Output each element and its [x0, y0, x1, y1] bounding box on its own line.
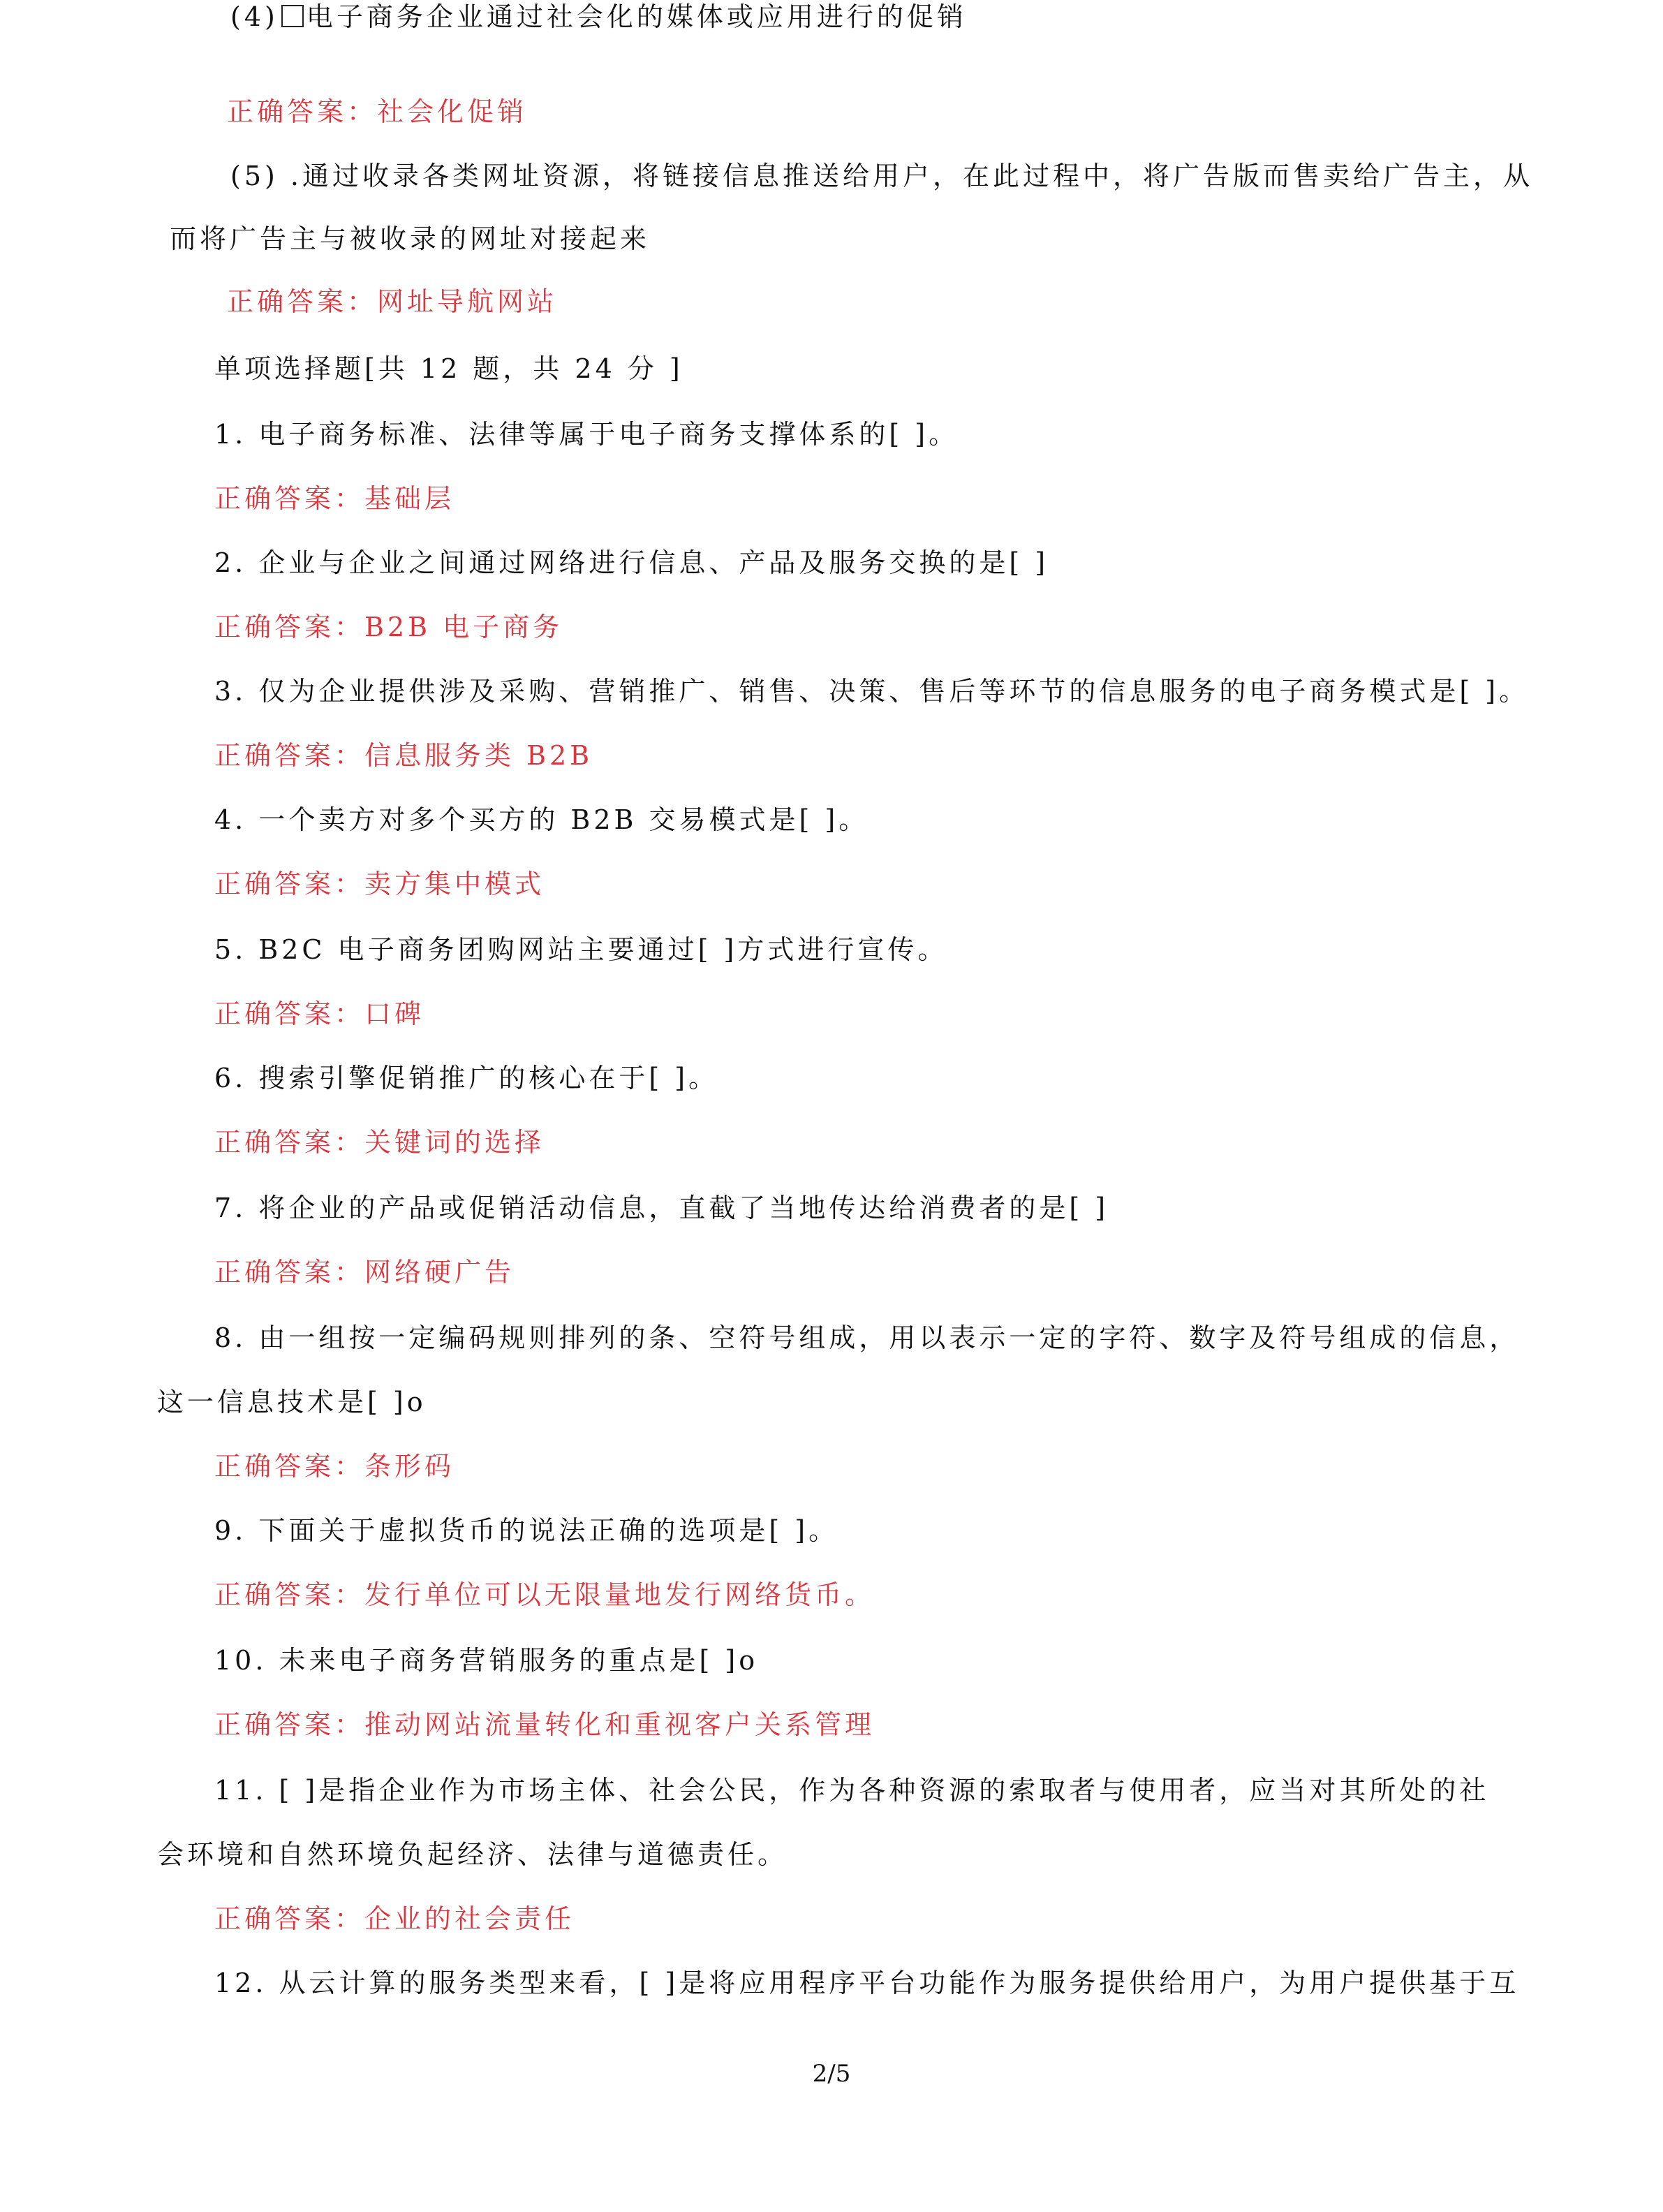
item-5-answer: 正确答案：口碑: [214, 998, 425, 1029]
question-5-line-1: (5) .通过收录各类网址资源，将链接信息推送给用户，在此过程中，将广告版而售卖给广告主，从: [230, 161, 1533, 191]
checkbox-icon: [281, 5, 304, 27]
answer-4: 正确答案：社会化促销: [227, 96, 528, 127]
item-10-question: 10. 未来电子商务营销服务的重点是[ ]o: [214, 1645, 759, 1676]
item-8-question: 8. 由一组按一定编码规则排列的条、空符号组成，用以表示一定的字符、数字及符号组成的信息，: [214, 1322, 1520, 1353]
item-10-answer: 正确答案：推动网站流量转化和重视客户关系管理: [214, 1709, 875, 1740]
item-12-question: 12. 从云计算的服务类型来看，[ ]是将应用程序平台功能作为服务提供给用户，为用户提供基于互: [214, 1968, 1520, 1998]
item-2-answer: 正确答案：B2B 电子商务: [214, 612, 563, 642]
item-3-question: 3. 仅为企业提供涉及采购、营销推广、销售、决策、售后等环节的信息服务的电子商务模式是[ ]。: [214, 676, 1530, 707]
section-title: 单项选择题[共 12 题，共 24 分 ]: [214, 353, 683, 384]
item-7-question: 7. 将企业的产品或促销活动信息，直截了当地传达给消费者的是[ ]: [214, 1193, 1109, 1223]
question-4-number: (4): [230, 1, 279, 32]
item-2-question: 2. 企业与企业之间通过网络进行信息、产品及服务交换的是[ ]: [214, 547, 1049, 578]
item-7-answer: 正确答案：网络硬广告: [214, 1257, 515, 1288]
item-11-answer: 正确答案：企业的社会责任: [214, 1903, 575, 1934]
question-4: [230, 0, 967, 34]
item-4-answer: 正确答案：卖方集中模式: [214, 869, 545, 899]
item-9-question: 9. 下面关于虚拟货币的说法正确的选项是[ ]。: [214, 1515, 839, 1546]
item-9-answer: 正确答案：发行单位可以无限量地发行网络货币。: [214, 1579, 875, 1610]
question-4-text: 电子商务企业通过社会化的媒体或应用进行的促销: [306, 1, 967, 32]
answer-5: 正确答案：网址导航网站: [227, 286, 558, 317]
question-5-line-2: 而将广告主与被收录的网址对接起来: [170, 223, 651, 254]
page-number: 2/5: [812, 2060, 851, 2088]
item-8-question-continued: 这一信息技术是[ ]o: [157, 1387, 427, 1417]
item-3-answer: 正确答案：信息服务类 B2B: [214, 740, 593, 771]
item-1-answer: 正确答案：基础层: [214, 483, 455, 514]
item-6-answer: 正确答案：关键词的选择: [214, 1127, 545, 1158]
item-11-question: 11. [ ]是指企业作为市场主体、社会公民，作为各种资源的索取者与使用者，应当对其所处的社: [214, 1775, 1490, 1806]
item-1-question: 1. 电子商务标准、法律等属于电子商务支撑体系的[ ]。: [214, 419, 959, 450]
item-11-question-continued: 会环境和自然环境负起经济、法律与道德责任。: [157, 1839, 788, 1870]
item-5-question: 5. B2C 电子商务团购网站主要通过[ ]方式进行宣传。: [214, 934, 948, 965]
item-8-answer: 正确答案：条形码: [214, 1451, 455, 1482]
item-6-question: 6. 搜索引擎促销推广的核心在于[ ]。: [214, 1063, 719, 1093]
item-4-question: 4. 一个卖方对多个买方的 B2B 交易模式是[ ]。: [214, 804, 869, 835]
